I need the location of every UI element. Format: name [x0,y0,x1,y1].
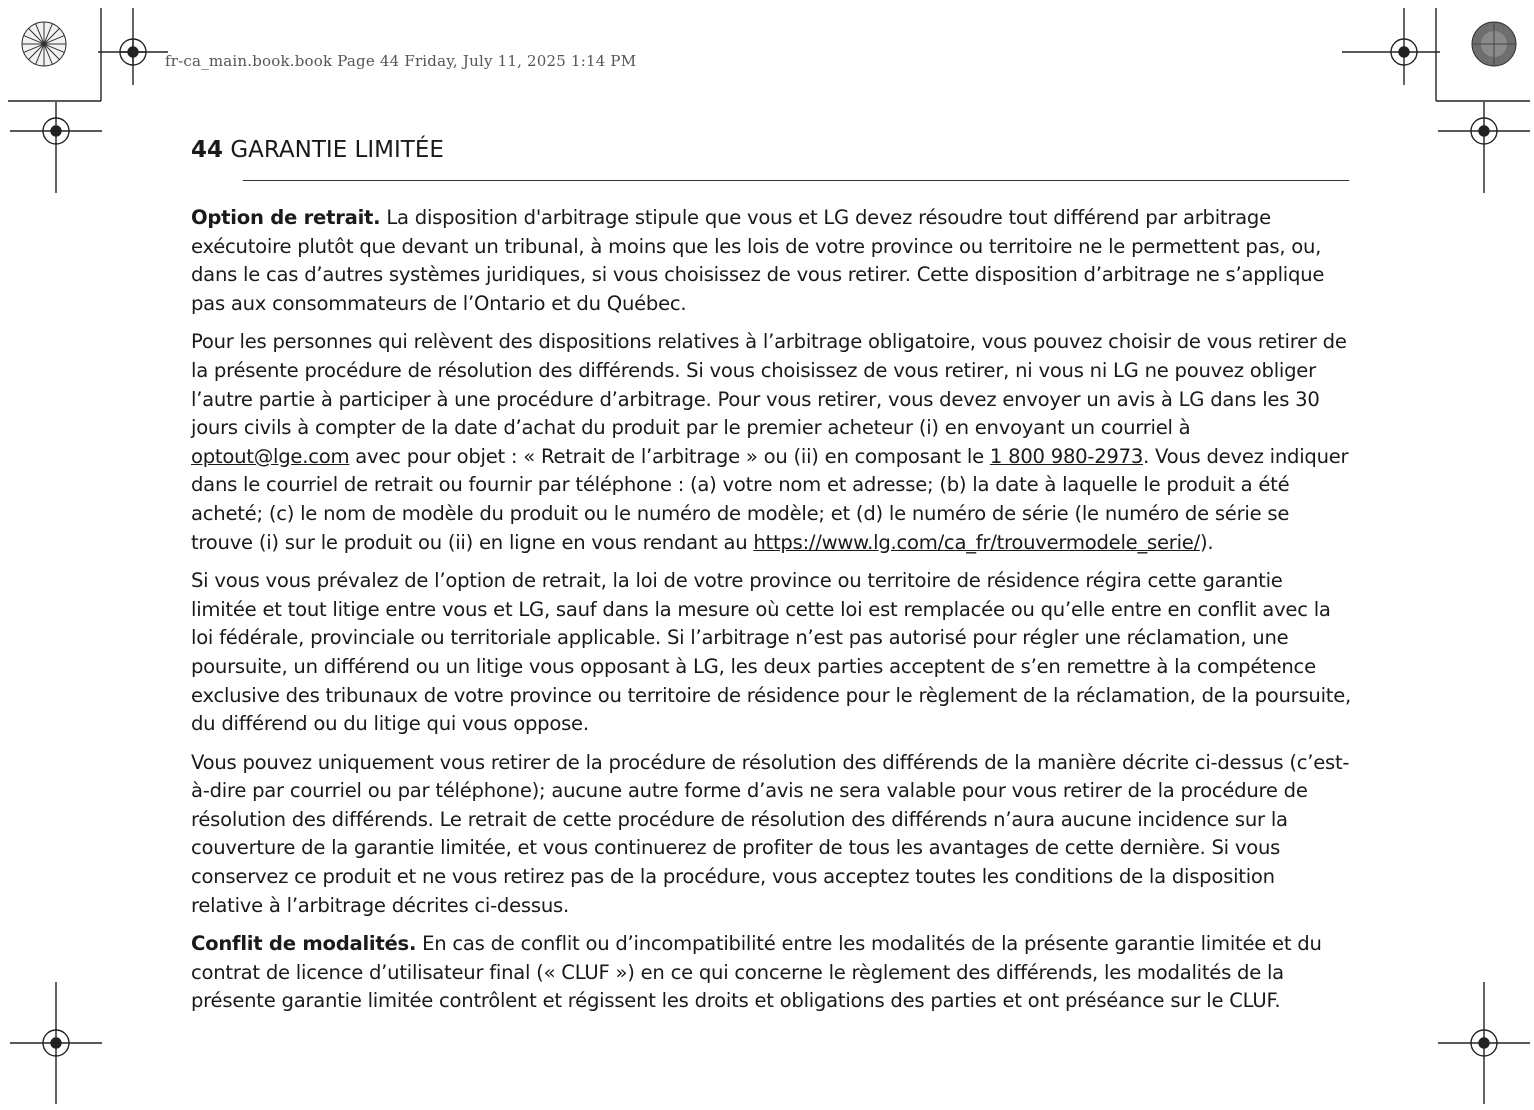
registration-mark-bottom-left [10,982,102,1104]
registration-mark-top-left [120,39,146,65]
paragraph-retrait-maniere: Vous pouvez uniquement vous retirer de la procédure de résolution des différends de la manière décrite ci-dessus (c’est-à-dire par courriel ou par téléphone); aucune autre forme d’avis ne sera valable pour vous retirer de la procédure de résolution des différends. Le retrait de cette procédure de résolution des différends n’aura aucune incidence sur la couverture de la garantie limitée, et vous continuerez de profiter de tous les avantages de cette dernière. Si vous conservez ce produit et ne vous retirez pas de la procédure, vous acceptez toutes les conditions de la disposition relative à l’arbitrage décrites ci-dessus. [191,750,1350,917]
paragraph-retrait-procedure: Pour les personnes qui relèvent des dispositions relatives à l’arbitrage obligatoire, vous pouvez choisir de vous retirer de la présente procédure de résolution des différends. Si vous choisissez de vous retirer, ni vous ni LG ne pouvez obliger l’autre partie à participer à une procédure d’arbitrage. Pour vous retirer, vous devez envoyer un avis à LG dans les 30 jours civils à compter de la date d’achat du produit par le premier acheteur (i) en envoyant un courriel à optout@lge.com avec pour objet : « Retrait de l’arbitrage » ou (ii) en composant le 1 800 980-2973. Vous devez indiquer dans le courriel de retrait ou fournir par téléphone : (a) votre nom et adresse; (b) la date à laquelle le produit a été acheté; (c) le nom de modèle du produit ou le numéro de modèle; et (d) le numéro de série (le numéro de série se trouve (i) sur le produit ou (ii) en ligne en vous rendant au https://www.lg.com/ca_fr/trouvermodele_serie/). [191,330,1349,554]
registration-mark-mid-left [10,102,102,193]
paragraph-conflit-de-modalites: Conflit de modalités. En cas de conflit ou d’incompatibilité entre les modalités de la présente garantie limitée et du contrat de licence d’utilisateur final (« CLUF ») en ce qui concerne le règlement des différends, les modalités de la présente garantie limitée contrôlent et régissent les droits et obligations des parties et ont préséance sur le CLUF. [191,932,1322,1013]
header-rule [243,180,1349,181]
paragraph-lead: Conflit de modalités. [191,932,417,956]
star-target-icon [22,22,66,66]
phone-link[interactable]: 1 800 980-2973 [989,444,1144,468]
page-title: GARANTIE LIMITÉE [230,137,444,163]
paragraph-loi-applicable: Si vous vous prévalez de l’option de retrait, la loi de votre province ou territoire de résidence régira cette garantie limitée et tout litige entre vous et LG, sauf dans la mesure où cette loi est remplacée ou qu’elle entre en conflit avec la loi fédérale, provinciale ou territoriale applicable. Si l’arbitrage n’est pas autorisé pour régler une réclamation, une poursuite, un différend ou un litige vous opposant à LG, les deux parties acceptent de s’en remettre à la compétence exclusive des tribunaux de votre province ou territoire de résidence pour le règlement de la réclamation, de la poursuite, du différend ou du litige qui vous oppose. [191,569,1352,736]
color-target-icon [1472,22,1516,66]
paragraph-option-de-retrait: Option de retrait. La disposition d'arbitrage stipule que vous et LG devez résoudre tout différend par arbitrage exécutoire plutôt que devant un tribunal, à moins que les lois de votre province ou territoire ne le permettent pas, ou, dans le cas d’autres systèmes juridiques, si vous choisissez de vous retirer. Cette disposition d’arbitrage ne s’applique pas aux consommateurs de l’Ontario et du Québec. [191,206,1325,315]
registration-mark-bottom-right [1438,982,1530,1104]
page-number: 44 [191,137,224,163]
document-body [191,204,1351,1026]
email-link[interactable]: optout@lge.com [191,444,350,468]
page-header [191,137,444,163]
registration-mark-mid-right [1438,102,1530,193]
print-slug: fr-ca_main.book.book Page 44 Friday, July 11, 2025 1:14 PM [165,52,637,70]
paragraph-lead: Option de retrait. [191,206,381,229]
url-link[interactable]: https://www.lg.com/ca_fr/trouvermodele_serie/ [753,530,1200,554]
